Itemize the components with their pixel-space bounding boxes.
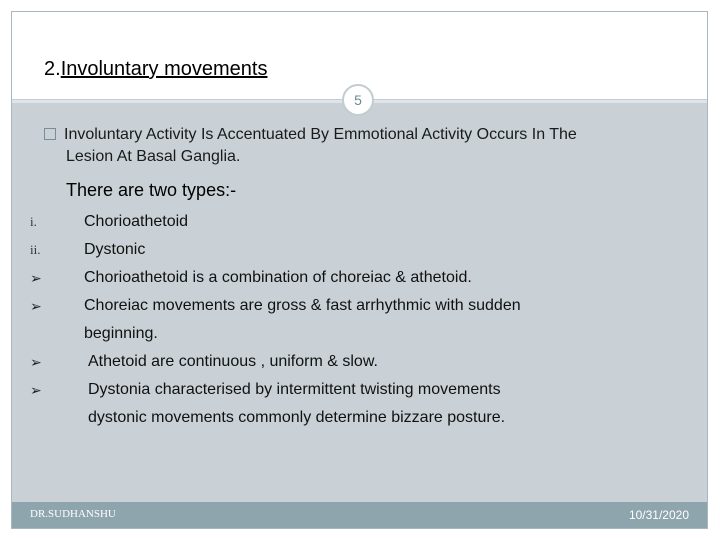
list-item	[30, 376, 650, 404]
arrow-bullet-icon: ➢	[30, 382, 42, 398]
list-item-text: beginning.	[84, 325, 158, 342]
list-item-text: Dystonic	[84, 241, 146, 258]
list-item-text: Dystonia characterised by intermittent twisting movements	[88, 381, 501, 398]
intro-bullet	[44, 124, 684, 168]
slide-title	[44, 58, 267, 81]
footer-bar	[12, 502, 707, 528]
square-bullet-icon	[44, 128, 56, 140]
roman-marker: ii.	[30, 242, 41, 257]
types-heading: There are two types:-	[66, 180, 237, 200]
list-item-text: Chorioathetoid is a combination of choreiac & athetoid.	[84, 269, 472, 286]
list-item-text: Chorioathetoid	[84, 213, 189, 230]
title-main: Involuntary movements	[60, 58, 268, 80]
list-item-continuation	[30, 404, 650, 432]
footer-date: 10/31/2020	[628, 508, 689, 522]
title-prefix: 2.	[44, 58, 61, 80]
list-item	[30, 264, 650, 292]
list-item-text: Athetoid are continuous , uniform & slow.	[88, 353, 378, 370]
page-number-badge: 5	[342, 84, 374, 116]
list-item	[30, 292, 650, 320]
list-item-text: dystonic movements commonly determine bizzare posture.	[88, 409, 506, 426]
arrow-bullet-icon: ➢	[30, 270, 42, 286]
intro-line-2: Lesion At Basal Ganglia.	[66, 148, 241, 165]
list-item-continuation	[30, 320, 650, 348]
list-item	[30, 208, 650, 236]
arrow-bullet-icon: ➢	[30, 298, 42, 314]
roman-marker: i.	[30, 214, 37, 229]
bullet-list	[30, 208, 650, 432]
arrow-bullet-icon: ➢	[30, 354, 42, 370]
list-item	[30, 348, 650, 376]
intro-line-1: Involuntary Activity Is Accentuated By Emmotional Activity Occurs In The	[64, 126, 577, 143]
footer-author: DR.SUDHANSHU	[30, 508, 116, 520]
list-item-text: Choreiac movements are gross & fast arrhythmic with sudden	[84, 297, 521, 314]
list-item	[30, 236, 650, 264]
